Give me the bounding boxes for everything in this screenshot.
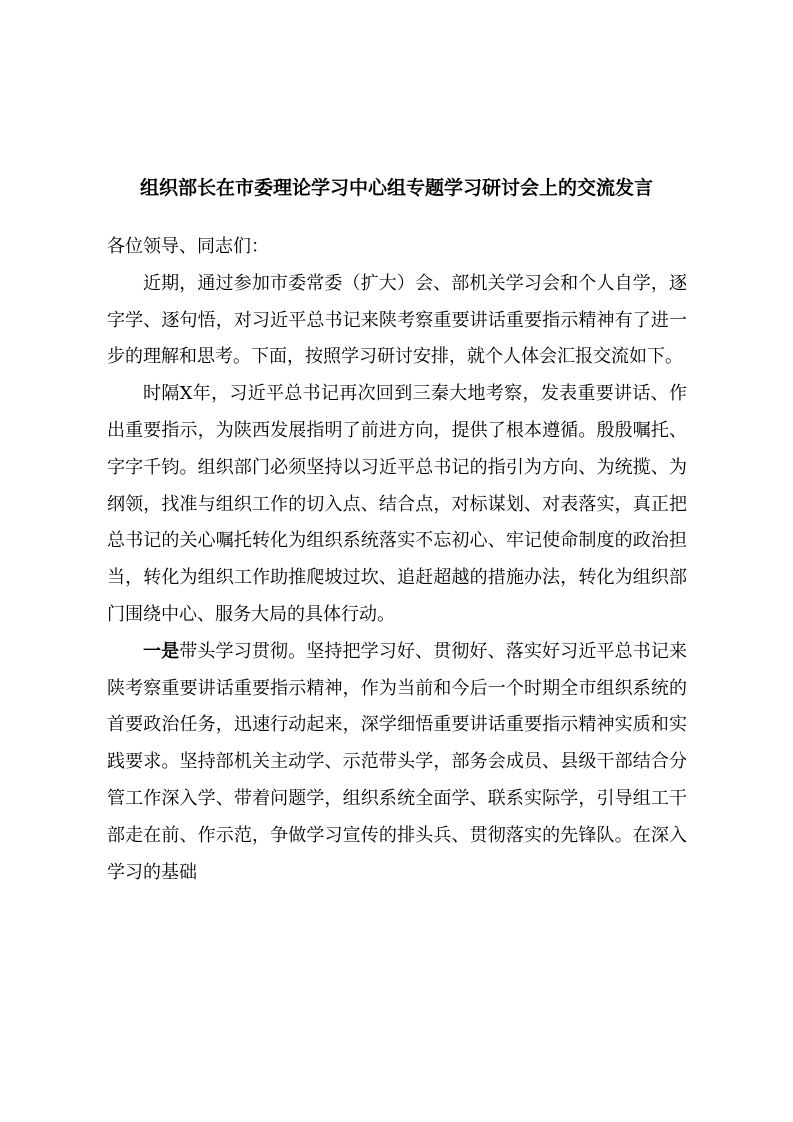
- salutation: 各位领导、同志们：: [107, 236, 269, 257]
- paragraph-lead: 一是: [143, 640, 180, 662]
- paragraph-text: 时隔X年，习近平总书记再次回到三秦大地考察，发表重要讲话、作出重要指示，为陕西发展指明了前进方向，提供了根本遵循。殷殷嘱托、字字千钧。组织部门必须坚持以习近平总书记的指引为方向、为统揽、为纲领，找准与组织工作的切入点、结合点，对标谋划、对表落实，真正把总书记的关心嘱托转化为组织系统落实不忘初心、牢记使命制度的政治担当，转化为组织工作助推爬坡过坎、追赶超越的措施办法，转化为组织部门围绕中心、服务大局的具体行动。: [107, 383, 687, 625]
- paragraph-point-one: [107, 634, 687, 892]
- paragraph-text: 近期，通过参加市委常委（扩大）会、部机关学习会和个人自学，逐字学、逐句悟，对习近平总书记来陕考察重要讲话重要指示精神有了进一步的理解和思考。下面，按照学习研讨安排，就个人体会汇报交流如下。: [107, 272, 687, 368]
- paragraph-context: [107, 376, 687, 634]
- paragraph-intro: [107, 266, 687, 376]
- document-body: [107, 229, 687, 891]
- document-title: 组织部长在市委理论学习中心组专题学习研讨会上的交流发言: [139, 177, 653, 199]
- paragraph-text: 带头学习贯彻。坚持把学习好、贯彻好、落实好习近平总书记来陕考察重要讲话重要指示精神，作为当前和今后一个时期全市组织系统的首要政治任务，迅速行动起来，深学细悟重要讲话重要指示精神实质和实践要求。坚持部机关主动学、示范带头学，部务会成员、县级干部结合分管工作深入学、带着问题学，组织系统全面学、联系实际学，引导组工干部走在前、作示范，争做学习宣传的排头兵、贯彻落实的先锋队。在深入学习的基础: [107, 640, 688, 883]
